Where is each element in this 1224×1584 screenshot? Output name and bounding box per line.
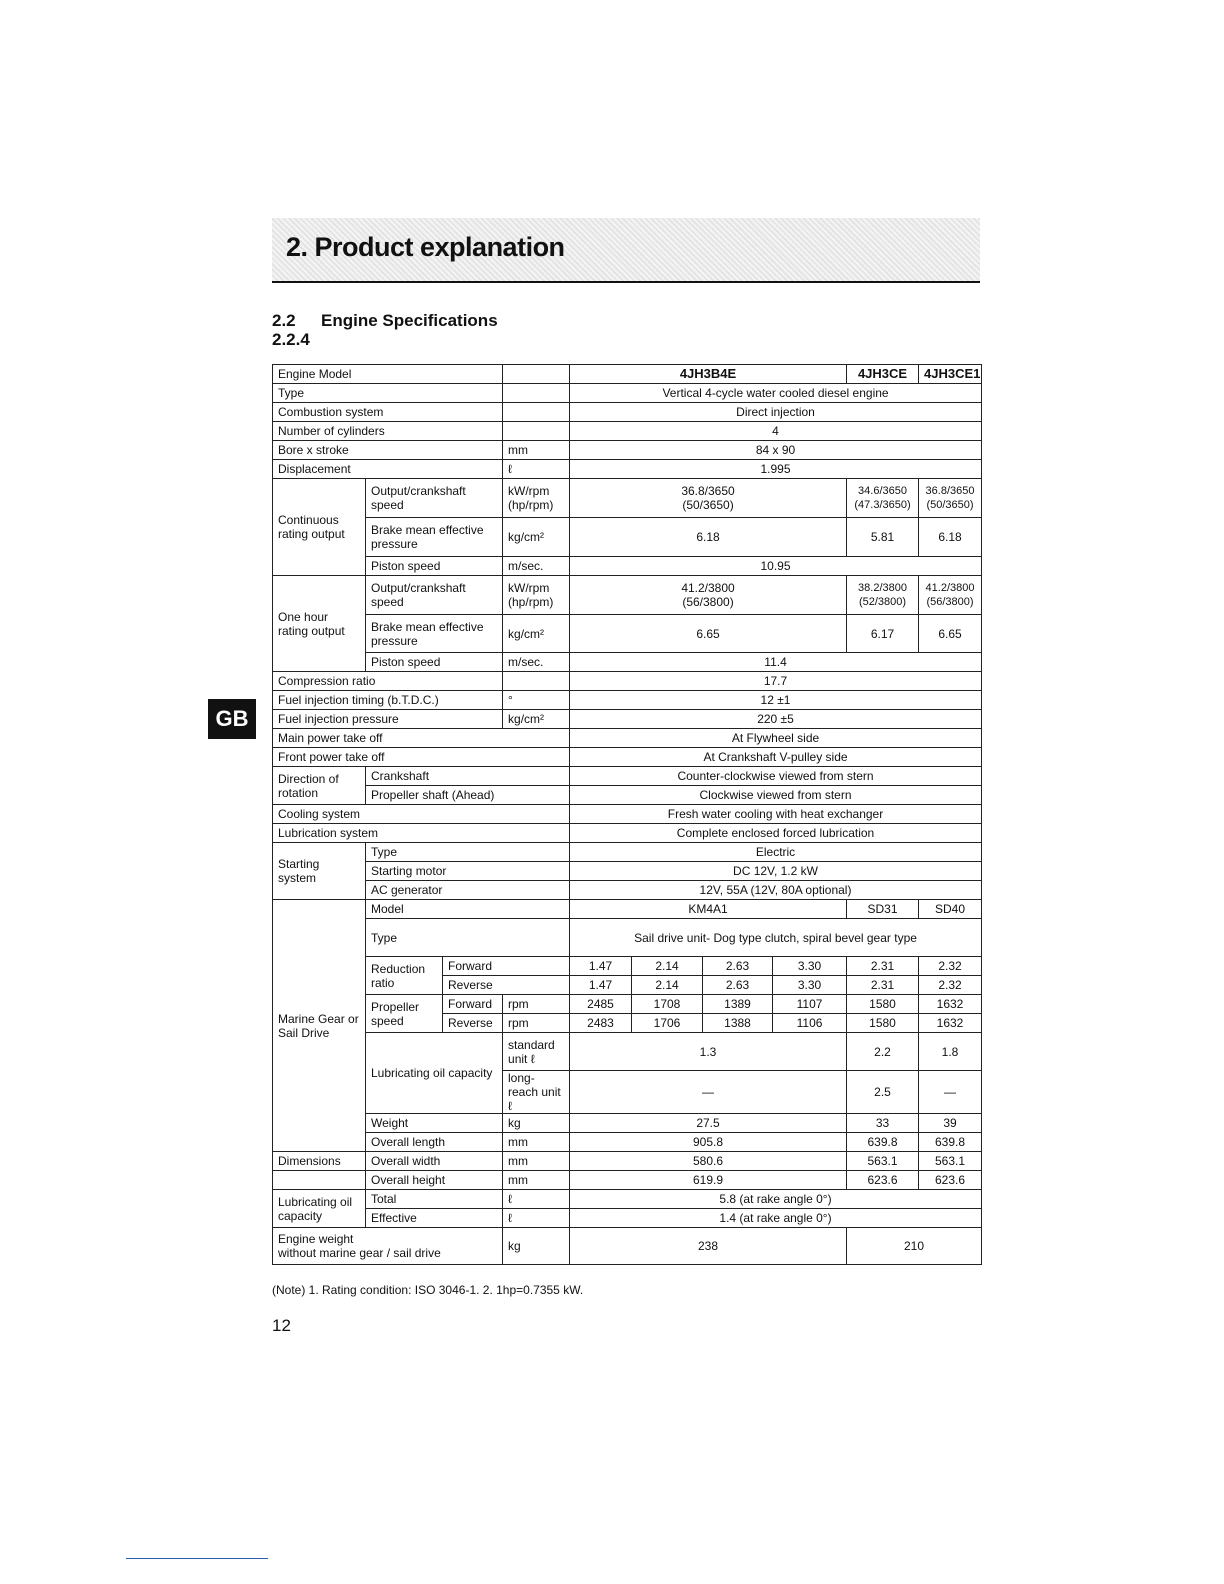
model-header: 4JH3CE1 [919, 365, 982, 384]
row-label: Output/crankshaft speed [366, 479, 503, 518]
value-cell: 1.47 [570, 976, 632, 995]
row-label: Crankshaft [366, 767, 570, 786]
row-label: Overall length [366, 1133, 503, 1152]
value-cell: 6.65 [570, 615, 847, 653]
unit-cell [503, 384, 570, 403]
value-cell: 1.3 [570, 1033, 847, 1071]
value-hp: (56/3800) [926, 596, 974, 608]
value-cell: 27.5 [570, 1114, 847, 1133]
table-row [273, 1190, 982, 1209]
value-cell: DC 12V, 1.2 kW [570, 862, 982, 881]
unit-hp: (hp/rpm) [508, 498, 554, 512]
row-label: Type [366, 843, 570, 862]
value-cell: 580.6 [570, 1152, 847, 1171]
value-cell: 2485 [570, 995, 632, 1014]
group-label: One hour rating output [273, 576, 366, 672]
engine-weight-label: Engine weight [278, 1232, 354, 1246]
table-row [273, 862, 982, 881]
value-cell: 563.1 [919, 1152, 982, 1171]
value-cell: 4 [570, 422, 982, 441]
value-cell: 2.14 [632, 957, 703, 976]
value-cell: 17.7 [570, 672, 982, 691]
row-label: Output/crankshaft speed [366, 576, 503, 615]
value-cell: 1580 [847, 995, 919, 1014]
engine-spec-table [272, 364, 982, 1265]
unit-cell: mm [503, 1152, 570, 1171]
row-label: Piston speed [366, 653, 503, 672]
value-cell: 3.30 [773, 976, 847, 995]
unit-cell [503, 576, 570, 615]
unit-cell [503, 672, 570, 691]
value-cell: 39 [919, 1114, 982, 1133]
row-label: Propeller speed [366, 995, 443, 1033]
row-label: Piston speed [366, 557, 503, 576]
rating-note: (Note) 1. Rating condition: ISO 3046-1. 2. 1hp=0.7355 kW. [272, 1283, 584, 1297]
row-label: Weight [366, 1114, 503, 1133]
value-cell: 1706 [632, 1014, 703, 1033]
value-hp: (47.3/3650) [854, 499, 911, 511]
value-cell: — [570, 1071, 847, 1114]
unit-cell: rpm [503, 1014, 570, 1033]
unit-kw: kW/rpm [508, 484, 550, 498]
value-cell: Clockwise viewed from stern [570, 786, 982, 805]
value-cell: 619.9 [570, 1171, 847, 1190]
table-row [273, 1033, 982, 1071]
value-cell: 1632 [919, 995, 982, 1014]
table-row [273, 748, 982, 767]
table-row [273, 403, 982, 422]
table-row [273, 1133, 982, 1152]
unit-cell [503, 365, 570, 384]
row-label: Overall width [366, 1152, 503, 1171]
value-cell: 6.18 [919, 518, 982, 557]
value-cell: At Crankshaft V-pulley side [570, 748, 982, 767]
group-label [273, 1171, 366, 1190]
row-label: Cooling system [273, 805, 570, 824]
unit-cell [503, 403, 570, 422]
value-cell: 1388 [703, 1014, 773, 1033]
value-cell: 1708 [632, 995, 703, 1014]
row-label: Starting motor [366, 862, 570, 881]
table-row [273, 710, 982, 729]
table-row [273, 957, 982, 976]
value-kw: 36.8/3650 [925, 485, 975, 497]
model-header: 4JH3CE [847, 365, 919, 384]
row-label: Fuel injection timing (b.T.D.C.) [273, 691, 503, 710]
value-cell: 1107 [773, 995, 847, 1014]
unit-cell: mm [503, 441, 570, 460]
value-kw: 41.2/3800 [925, 582, 975, 594]
row-label: Overall height [366, 1171, 503, 1190]
table-row [273, 479, 982, 518]
value-cell: 623.6 [847, 1171, 919, 1190]
unit-cell: standard unit ℓ [503, 1033, 570, 1071]
section-title: Engine Specifications [321, 311, 498, 330]
page-title: 2. Product explanation [286, 232, 565, 262]
unit-cell: long-reach unit ℓ [503, 1071, 570, 1114]
value-hp: (50/3650) [926, 499, 974, 511]
unit-cell: ° [503, 691, 570, 710]
value-cell: Vertical 4-cycle water cooled diesel engine [570, 384, 982, 403]
table-row [273, 824, 982, 843]
value-cell: Counter-clockwise viewed from stern [570, 767, 982, 786]
value-cell: 2.31 [847, 957, 919, 976]
value-cell: 2.2 [847, 1033, 919, 1071]
unit-cell: kg/cm² [503, 518, 570, 557]
value-kw: 41.2/3800 [681, 581, 735, 595]
subsection-number: 2.2.4 [272, 330, 310, 349]
table-row [273, 557, 982, 576]
value-cell: 1580 [847, 1014, 919, 1033]
language-tab: GB [208, 699, 256, 739]
table-row [273, 786, 982, 805]
table-row [273, 1228, 982, 1265]
unit-cell: m/sec. [503, 653, 570, 672]
table-row [273, 995, 982, 1014]
value-cell: 238 [570, 1228, 847, 1265]
value-kw: 34.6/3650 [858, 485, 907, 497]
value-cell: 1632 [919, 1014, 982, 1033]
value-cell: 3.30 [773, 957, 847, 976]
header-rule [272, 281, 980, 283]
table-row [273, 441, 982, 460]
table-row [273, 691, 982, 710]
group-label: Continuous rating output [273, 479, 366, 576]
unit-cell: kg [503, 1228, 570, 1265]
row-label: Number of cylinders [273, 422, 503, 441]
value-cell: 33 [847, 1114, 919, 1133]
group-label: Dimensions [273, 1152, 366, 1171]
value-cell: 2.32 [919, 976, 982, 995]
table-row [273, 576, 982, 615]
value-cell: 5.8 (at rake angle 0°) [570, 1190, 982, 1209]
table-row [273, 900, 982, 919]
value-cell: 639.8 [919, 1133, 982, 1152]
row-label: Combustion system [273, 403, 503, 422]
value-cell: Complete enclosed forced lubrication [570, 824, 982, 843]
row-sublabel: Forward [443, 957, 570, 976]
value-cell: At Flywheel side [570, 729, 982, 748]
value-cell: 84 x 90 [570, 441, 982, 460]
value-cell: 12 ±1 [570, 691, 982, 710]
value-cell: 12V, 55A (12V, 80A optional) [570, 881, 982, 900]
group-label: Direction of rotation [273, 767, 366, 805]
unit-cell: ℓ [503, 460, 570, 479]
unit-cell: m/sec. [503, 557, 570, 576]
row-label: Model [366, 900, 570, 919]
value-cell: 1389 [703, 995, 773, 1014]
row-label: Main power take off [273, 729, 570, 748]
value-cell [570, 479, 847, 518]
value-cell [919, 576, 982, 615]
group-label: Marine Gear or Sail Drive [273, 900, 366, 1152]
section-heading [272, 311, 498, 331]
table-row [273, 729, 982, 748]
table-row [273, 384, 982, 403]
value-cell: Sail drive unit- Dog type clutch, spiral bevel gear type [570, 919, 982, 957]
value-cell: 1.47 [570, 957, 632, 976]
value-cell: 2.31 [847, 976, 919, 995]
value-cell: 1.4 (at rake angle 0°) [570, 1209, 982, 1228]
value-cell [847, 576, 919, 615]
table-row [273, 1209, 982, 1228]
table-row [273, 672, 982, 691]
unit-cell: kg [503, 1114, 570, 1133]
value-cell: 905.8 [570, 1133, 847, 1152]
value-cell: SD31 [847, 900, 919, 919]
unit-cell: kg/cm² [503, 710, 570, 729]
row-label: Brake mean effective pressure [366, 615, 503, 653]
table-row [273, 919, 982, 957]
row-label: Type [366, 919, 570, 957]
row-label: Engine Model [273, 365, 503, 384]
unit-cell: ℓ [503, 1209, 570, 1228]
value-cell: 563.1 [847, 1152, 919, 1171]
unit-cell: ℓ [503, 1190, 570, 1209]
model-header: 4JH3B4E [570, 365, 847, 384]
row-label [273, 1228, 503, 1265]
value-cell: 5.81 [847, 518, 919, 557]
row-label: Type [273, 384, 503, 403]
table-row [273, 881, 982, 900]
row-label: Effective [366, 1209, 503, 1228]
table-row [273, 460, 982, 479]
row-label: Displacement [273, 460, 503, 479]
value-cell [919, 479, 982, 518]
row-label: Lubrication system [273, 824, 570, 843]
unit-cell: kg/cm² [503, 615, 570, 653]
value-cell: 220 ±5 [570, 710, 982, 729]
footer-line [126, 1558, 268, 1559]
unit-hp: (hp/rpm) [508, 595, 554, 609]
value-cell: Electric [570, 843, 982, 862]
unit-cell: rpm [503, 995, 570, 1014]
table-row [273, 767, 982, 786]
value-hp: (56/3800) [682, 595, 734, 609]
row-sublabel: Reverse [443, 1014, 503, 1033]
engine-weight-sublabel: without marine gear / sail drive [278, 1246, 441, 1260]
value-cell [847, 479, 919, 518]
unit-cell: mm [503, 1133, 570, 1152]
value-cell [570, 576, 847, 615]
value-cell: 6.17 [847, 615, 919, 653]
row-label: Total [366, 1190, 503, 1209]
group-label: Lubricating oil capacity [273, 1190, 366, 1228]
row-sublabel: Forward [443, 995, 503, 1014]
value-cell: SD40 [919, 900, 982, 919]
value-cell: 10.95 [570, 557, 982, 576]
value-cell: 2.5 [847, 1071, 919, 1114]
value-cell: Direct injection [570, 403, 982, 422]
value-cell: 6.65 [919, 615, 982, 653]
value-cell: 6.18 [570, 518, 847, 557]
table-row [273, 518, 982, 557]
value-cell: 2.14 [632, 976, 703, 995]
value-cell: 2483 [570, 1014, 632, 1033]
value-hp: (52/3800) [858, 596, 907, 608]
value-cell: 639.8 [847, 1133, 919, 1152]
table-row [273, 1152, 982, 1171]
value-cell: 1.8 [919, 1033, 982, 1071]
table-row [273, 805, 982, 824]
value-kw: 36.8/3650 [681, 484, 735, 498]
row-label: Propeller shaft (Ahead) [366, 786, 570, 805]
row-sublabel: Reverse [443, 976, 570, 995]
section-number: 2.2 [272, 311, 296, 330]
row-label: Front power take off [273, 748, 570, 767]
table-row [273, 422, 982, 441]
unit-cell [503, 422, 570, 441]
table-row [273, 365, 982, 384]
value-hp: (50/3650) [682, 498, 734, 512]
row-label: Brake mean effective pressure [366, 518, 503, 557]
unit-cell: mm [503, 1171, 570, 1190]
value-cell: 11.4 [570, 653, 982, 672]
value-cell: — [919, 1071, 982, 1114]
page-number: 12 [272, 1316, 291, 1335]
value-cell: 1106 [773, 1014, 847, 1033]
value-cell: 210 [847, 1228, 982, 1265]
row-label: Bore x stroke [273, 441, 503, 460]
row-label: Lubricating oil capacity [366, 1033, 503, 1114]
value-cell: 623.6 [919, 1171, 982, 1190]
value-cell: 2.63 [703, 957, 773, 976]
value-cell: 2.63 [703, 976, 773, 995]
row-label: AC generator [366, 881, 570, 900]
unit-cell [503, 479, 570, 518]
value-cell: Fresh water cooling with heat exchanger [570, 805, 982, 824]
value-kw: 38.2/3800 [858, 582, 907, 594]
table-row [273, 843, 982, 862]
row-label: Reduction ratio [366, 957, 443, 995]
group-label: Starting system [273, 843, 366, 900]
table-row [273, 653, 982, 672]
unit-kw: kW/rpm [508, 581, 550, 595]
row-label: Compression ratio [273, 672, 503, 691]
table-row [273, 1171, 982, 1190]
table-row [273, 1114, 982, 1133]
value-cell: 2.32 [919, 957, 982, 976]
table-row [273, 615, 982, 653]
value-cell: 1.995 [570, 460, 982, 479]
value-cell: KM4A1 [570, 900, 847, 919]
row-label: Fuel injection pressure [273, 710, 503, 729]
